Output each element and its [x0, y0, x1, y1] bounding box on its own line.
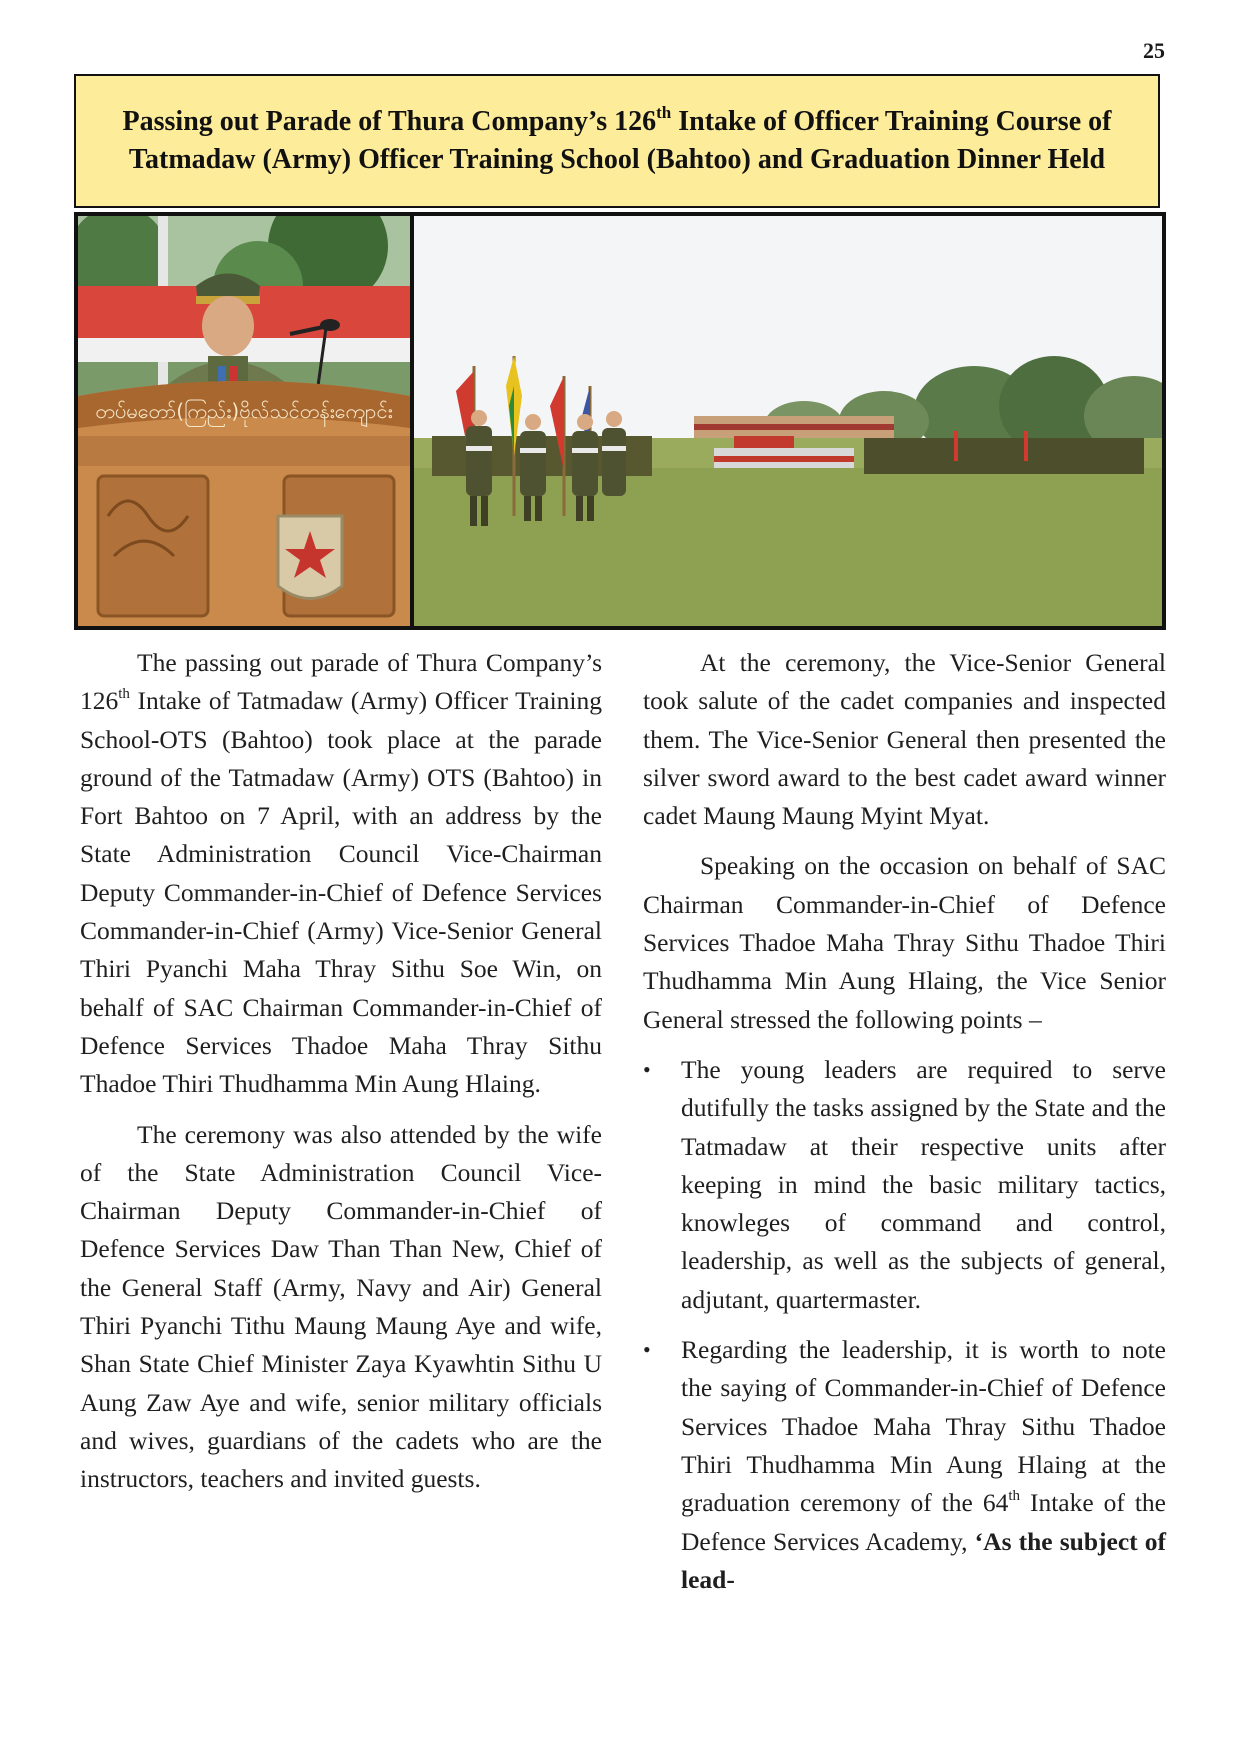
list-item-superscript: th — [1008, 1487, 1020, 1504]
parade-photo — [414, 216, 1162, 626]
list-item-quote-bold: ‘As the subject of lead- — [681, 1526, 1166, 1594]
list-item — [643, 1331, 1166, 1599]
article-title-box — [74, 74, 1160, 208]
bullet-marker: • — [643, 1056, 651, 1082]
paragraph-2: The ceremony was also attended by the wife of the State Administration Council Vice-Chairman Deputy Commander-in-Chief of Defence Services Daw Than Than New, Chief of the General Staff (Army, Navy and Air) General Thiri Pyanchi Tithu Maung Maung Aye and wife, Shan State Chief Minister Zaya Kyawhtin Sithu U Aung Zaw Aye and wife, senior military officials and wives, guardians of the cadets who are the instructors, teachers and invited guests. — [80, 1119, 602, 1494]
paragraph-3: At the ceremony, the Vice-Senior General took salute of the cadet companies and inspected them. The Vice-Senior General then presented the silver sword award to the best cadet award winner cadet Maung Maung Myint Myat. — [643, 648, 1166, 831]
paragraph-4: Speaking on the occasion on behalf of SAC Chairman Commander-in-Chief of Defence Services Thadoe Maha Thray Sithu Thadoe Thiri Thudhamma Min Aung Hlaing, the Vice Senior General stressed the following points – — [643, 851, 1166, 1034]
title-text-end: Intake of Officer Training Course of Tatmadaw (Army) Officer Training School (Bahtoo) and Graduation Dinner Held — [128, 106, 1112, 175]
speaker-photo — [78, 216, 410, 626]
left-column — [80, 644, 602, 1511]
page-number: 25 — [1143, 38, 1165, 63]
parade-photo-illustration — [414, 216, 1162, 626]
paragraph-1-start: The passing out parade of Thura Company’s 126 — [80, 648, 602, 716]
paragraph-1 — [80, 644, 602, 1104]
right-column — [643, 644, 1166, 1611]
title-superscript: th — [656, 102, 672, 122]
list-item — [643, 1051, 1166, 1319]
paragraph-1-end: Intake of Tatmadaw (Army) Officer Training School-OTS (Bahtoo) took place at the parade ground of the Tatmadaw (Army) OTS (Bahtoo) in Fort Bahtoo on 7 April, with an address by the State Administration Council Vice-Chairman Deputy Commander-in-Chief of Defence Services Commander-in-Chief (Army) Vice-Senior General Thiri Pyanchi Maha Thray Sithu Soe Win, on behalf of SAC Chairman Commander-in-Chief of Defence Services Thadoe Maha Thray Sithu Thadoe Thiri Thudhamma Min Aung Hlaing. — [80, 686, 602, 1099]
bullet-marker: • — [643, 1337, 651, 1363]
paragraph-1-superscript: th — [118, 685, 130, 702]
speaker-photo-illustration — [78, 216, 410, 626]
points-list — [643, 1051, 1166, 1599]
list-item-text: The young leaders are required to serve dutifully the tasks assigned by the State and the Tatmadaw at their respective units after keeping in mind the basic military tactics, knowleges of command and control, leadership, as well as the subjects of general, adjutant, quartermaster. — [681, 1054, 1166, 1314]
list-item-text-start: Regarding the leadership, it is worth to note the saying of Commander-in-Chief of Defence Services Thadoe Maha Thray Sithu Thadoe Thiri Thudhamma Min Aung Hlaing at the graduation ceremony of the 64 — [681, 1335, 1166, 1518]
title-text-start: Passing out Parade of Thura Company’s 126 — [122, 106, 657, 137]
podium-sign-text: တပ်မတော်(ကြည်း)ဗိုလ်သင်တန်းကျောင်း — [95, 399, 393, 423]
list-item-text-middle: Intake of the Defence Services Academy, — [681, 1488, 1166, 1556]
article-title — [86, 103, 1148, 179]
photo-frame — [74, 212, 1166, 630]
